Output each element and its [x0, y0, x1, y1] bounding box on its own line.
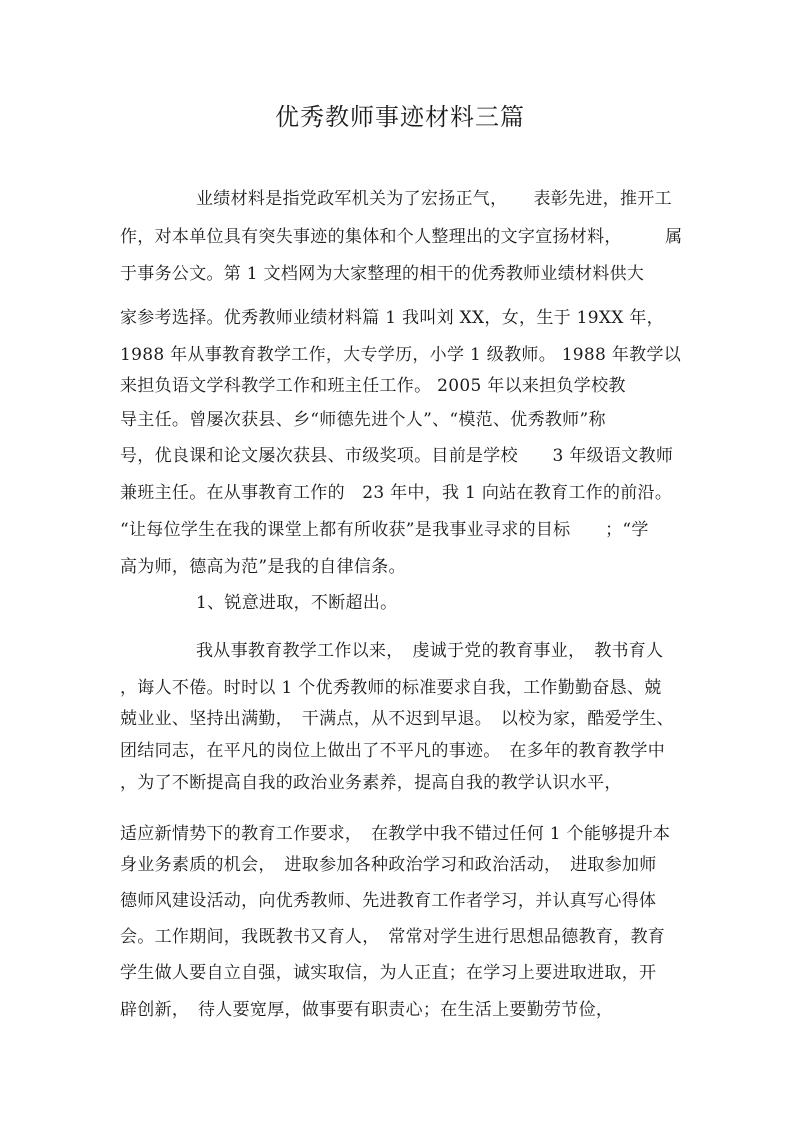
- text-line: 作，对本单位具有突失事迹的集体和个人整理出的文字宣扬材料， 属: [120, 227, 683, 247]
- text-line: 身业务素质的机会， 进取参加各种政治学习和政治活动， 进取参加师: [120, 855, 657, 875]
- text-line: 辟创新， 待人要宽厚，做事要有职责心；在生活上要勤劳节俭，: [120, 1000, 614, 1020]
- text-line: 会。工作期间，我既教书又育人， 常常对学生进行思想品德教育，教育: [120, 927, 666, 947]
- text-line: 德师风建设活动，向优秀教师、先进教育工作者学习，并认真写心得体: [120, 891, 657, 911]
- text-line: “让每位学生在我的课堂上都有所收获”是我事业寻求的目标 ；“学: [120, 520, 649, 540]
- text-line: ，诲人不倦。时时以 1 个优秀教师的标准要求自我，工作勤勤奋恳、兢: [120, 678, 662, 698]
- text-line: 学生做人要自立自强，诚实取信，为人正直；在学习上要进取进取，开: [120, 963, 657, 983]
- text-line: ，为了不断提高自我的政治业务素养，提高自我的教学认识水平，: [120, 773, 622, 793]
- text-line: 导主任。曾屡次获县、乡“师德先进个人”、“模范、优秀教师”称: [120, 410, 606, 430]
- text-line: 我从事教育教学工作以来， 虔诚于党的教育事业， 教书育人: [196, 641, 664, 661]
- text-line: 家参考选择。优秀教师业绩材料篇 1 我叫刘 XX，女，生于 19XX 年，: [120, 308, 664, 328]
- text-line: 号，优良课和论文屡次获县、市级奖项。目前是学校 3 年级语文教师: [120, 446, 674, 466]
- text-line: 高为师，德高为范”是我的自律信条。: [120, 557, 406, 577]
- text-line: 业绩材料是指党政军机关为了宏扬正气， 表彰先进，推开工: [196, 189, 672, 209]
- text-line: 团结同志，在平凡的岗位上做出了不平凡的事迹。 在多年的教育教学中: [120, 741, 666, 761]
- text-line: 适应新情势下的教育工作要求， 在教学中我不错过任何 1 个能够提升本: [120, 824, 671, 844]
- text-line: 来担负语文学科教学工作和班主任工作。 2005 年以来担负学校教: [120, 376, 626, 396]
- text-line: 于事务公文。第 1 文档网为大家整理的相干的优秀教师业绩材料供大: [120, 264, 645, 284]
- section-heading: 1、锐意进取，不断超出。: [196, 593, 398, 613]
- text-line: 兼班主任。在从事教育工作的 23 年中，我 1 向站在教育工作的前沿。: [120, 483, 673, 503]
- text-line: 兢业业、坚持出满勤， 干满点，从不迟到早退。 以校为家，酷爱学生、: [120, 709, 674, 729]
- document-title: 优秀教师事迹材料三篇: [275, 103, 525, 131]
- text-line: 1988 年从事教育教学工作，大专学历，小学 1 级教师。 1988 年教学以: [120, 345, 682, 365]
